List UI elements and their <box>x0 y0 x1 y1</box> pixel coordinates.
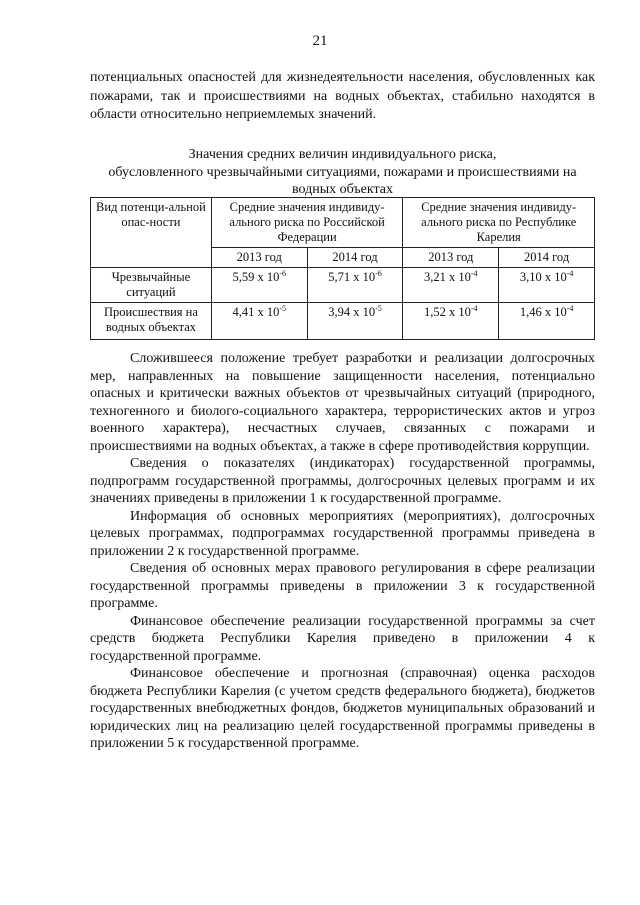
value-exponent: -4 <box>470 303 478 313</box>
value-mantissa: 1,46 x 10 <box>519 305 567 319</box>
header-hazard-type: Вид потенци-альной опас-ности <box>91 198 212 268</box>
year-cell: 2014 год <box>499 248 595 268</box>
value-mantissa: 5,71 x 10 <box>328 270 376 284</box>
paragraph: Информация об основных мероприятиях (мероприятиях), долгосрочных целевых программах, подпрограммах государственной программы приведена в приложении 2 к государственной программе. <box>90 508 595 559</box>
value-cell <box>307 268 403 303</box>
value-cell <box>499 303 595 340</box>
value-cell <box>499 268 595 303</box>
intro-paragraph: потенциальных опасностей для жизнедеятельности населения, обусловленных как пожарами, так и происшествиями на водных объектах, стабильно находятся в области относительно неприемлемых значений. <box>90 70 595 122</box>
value-exponent: -4 <box>470 268 478 278</box>
value-cell <box>307 303 403 340</box>
value-mantissa: 5,59 x 10 <box>232 270 280 284</box>
header-russia-average: Средние значения индивиду-ального риска по Российской Федерации <box>211 198 403 248</box>
year-cell: 2014 год <box>307 248 403 268</box>
header-karelia-average: Средние значения индивиду-ального риска по Республике Карелия <box>403 198 595 248</box>
value-exponent: -4 <box>566 303 574 313</box>
value-cell <box>403 268 499 303</box>
risk-table <box>90 197 595 340</box>
value-exponent: -6 <box>375 268 382 278</box>
hazard-type-cell: Происшествия на водных объектах <box>91 303 212 340</box>
value-mantissa: 3,94 x 10 <box>328 305 376 319</box>
value-exponent: -4 <box>566 268 574 278</box>
paragraph: Сведения об основных мерах правового регулирования в сфере реализации государственной программы приведены в приложении 3 к государственной программе. <box>90 561 595 611</box>
table-caption <box>90 146 595 199</box>
table-row <box>91 268 595 303</box>
paragraph: Финансовое обеспечение и прогнозная (справочная) оценка расходов бюджета Республики Карелия (с учетом средств федерального бюджета), бюджетов государственных внебюджетных фондов, бюджетов муниципальных образований и юридических лиц на реализацию целей государственной программы приведены в приложении 5 к государственной программе. <box>90 666 595 751</box>
table-row <box>91 303 595 340</box>
paragraph: Сложившееся положение требует разработки и реализации долгосрочных мер, направленных на повышение защищенности населения, потенциально опасных и критически важных объектов от чрезвычайных ситуаций (природного, техногенного и биолого-социального характера, террористических актов и угроз военного характера), несчастных случаев, связанных с пожарами и происшествиями на водных объектах, а также в сфере противодействия коррупции. <box>90 351 595 454</box>
body-text <box>90 350 595 753</box>
paragraph: Финансовое обеспечение реализации государственной программы за счет средств бюджета Республики Карелия приведено в приложении 4 к государственной программе. <box>90 613 595 664</box>
table-header-row <box>91 198 595 248</box>
year-cell: 2013 год <box>403 248 499 268</box>
year-cell: 2013 год <box>211 248 307 268</box>
table-caption-line-3: водных объектах <box>292 182 393 197</box>
value-exponent: -5 <box>279 303 287 313</box>
hazard-type-cell: Чрезвычайные ситуаций <box>91 268 212 303</box>
value-mantissa: 3,10 x 10 <box>519 270 567 284</box>
value-cell <box>211 303 307 340</box>
page-number: 21 <box>312 33 328 49</box>
value-exponent: -5 <box>375 303 382 313</box>
value-mantissa: 4,41 x 10 <box>232 305 280 319</box>
value-cell <box>211 268 307 303</box>
value-cell <box>403 303 499 340</box>
value-mantissa: 1,52 x 10 <box>424 305 471 319</box>
table-caption-line-1: Значения средних величин индивидуального риска, <box>188 147 497 162</box>
value-exponent: -6 <box>279 268 287 278</box>
paragraph: Сведения о показателях (индикаторах) государственной программы, подпрограмм государственной программы, долгосрочных целевых программ и их значениях приведены в приложении 1 к государственной программе. <box>90 456 595 506</box>
value-mantissa: 3,21 x 10 <box>424 270 471 284</box>
table-caption-line-2: обусловленного чрезвычайными ситуациями, пожарами и происшествиями на <box>108 164 577 180</box>
